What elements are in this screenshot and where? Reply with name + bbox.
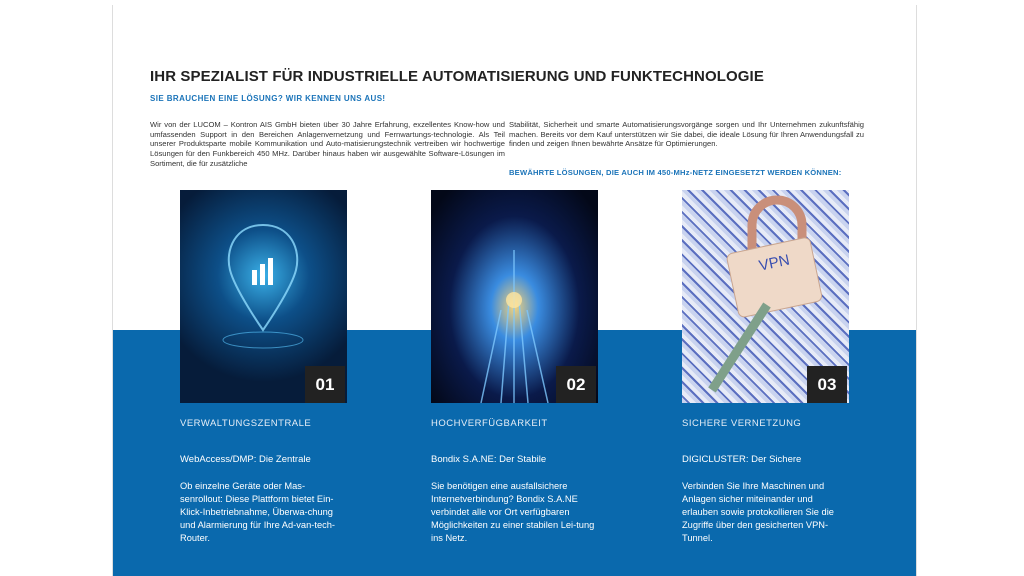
page-title: IHR SPEZIALIST FÜR INDUSTRIELLE AUTOMATISIERUNG UND FUNKTECHNOLOGIE	[150, 68, 764, 85]
card-product: WebAccess/DMP: Die Zentrale	[180, 454, 311, 465]
card-title: HOCHVERFÜGBARKEIT	[431, 418, 548, 429]
card-product: DIGICLUSTER: Der Sichere	[682, 454, 802, 465]
card-description: Ob einzelne Geräte oder Mas-senrollout: Diese Plattform bietet Ein-Klick-Inbetriebnahme, Überwa-chung und Alarmierung für Ihre Ad-van-tech-Router.	[180, 481, 336, 543]
vpn-padlock-image	[682, 190, 849, 403]
light-streams-image	[431, 190, 598, 403]
card-number-badge: 01	[305, 366, 345, 403]
card-number-badge: 03	[807, 366, 847, 403]
card-description: Verbinden Sie Ihre Maschinen und Anlagen sicher miteinander und erlauben sowie protokollieren Sie die Zugriffe über den gesicherten VPN-Tunnel.	[682, 481, 834, 543]
card-description: Sie benötigen eine ausfallsichere Internetverbindung? Bondix S.A.NE verbindet alle vor Ort verfügbaren Möglichkeiten zu einer stabilen Lei-tung ins Netz.	[431, 481, 595, 543]
card-title: SICHERE VERNETZUNG	[682, 418, 802, 429]
card-verwaltungszentrale	[180, 190, 347, 545]
card-title: VERWALTUNGSZENTRALE	[180, 418, 312, 429]
card-number-badge: 02	[556, 366, 596, 403]
intro-text-col1: Wir von der LUCOM – Kontron AIS GmbH bieten über 30 Jahre Erfahrung, exzellentes Know-how und umfassenden Support in den Bereichen Anlagenvernetzung und Fernwartungs-technologie. Als Teil unserer Produktsparte mobile Kommunikation und Auto-matisierungstechnik vertreiben wir hochwertige Lösungen für den Funkbereich 450 MHz. Darüber hinaus haben wir ausgewählte Software-Lösungen im Sortiment, die für zusätzliche	[150, 120, 505, 168]
card-hochverfuegbarkeit	[431, 190, 598, 545]
card-product: Bondix S.A.NE: Der Stabile	[431, 454, 547, 465]
page-subtitle: SIE BRAUCHEN EINE LÖSUNG? WIR KENNEN UNS AUS!	[150, 94, 386, 103]
vpn-label: VPN	[757, 251, 792, 275]
location-pin-image	[180, 190, 347, 403]
card-sichere-vernetzung	[682, 190, 849, 545]
solutions-heading: BEWÄHRTE LÖSUNGEN, DIE AUCH IM 450-MHz-NETZ EINGESETZT WERDEN KÖNNEN:	[509, 168, 842, 177]
page-panel	[112, 5, 917, 576]
intro-text-col2: Stabilität, Sicherheit und smarte Automatisierungsvorgänge sorgen und Ihr Unternehmen zukunftsfähig machen. Bereits vor dem Kauf unterstützen wir Sie dabei, die ideale Lösung für Ihren Anwendungsfall zu finden und zeigen Ihnen bewährte Ansätze für Optimierungen.	[509, 120, 864, 149]
